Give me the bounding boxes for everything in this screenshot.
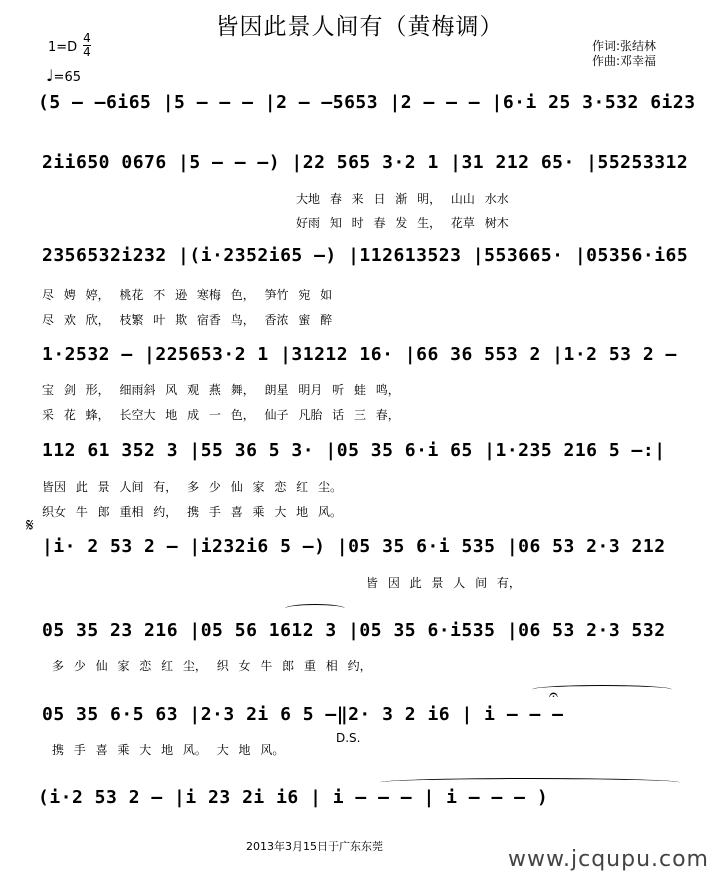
meter-bottom: 4 [83, 45, 91, 59]
key-signature: 1=D [48, 40, 78, 55]
lyric-row-3-verse-2: 尽 欢 欣， 枝繁 叶 欺 宿香 鸟， 香浓 蜜 醉 [42, 313, 333, 327]
lyric-row-2-verse-1: 大地 春 来 日 渐 明， 山山 水水 [296, 192, 509, 206]
page-title: 皆因此景人间有（黄梅调） [215, 14, 504, 40]
date-place-footer: 2013年3月15日于广东东莞 [246, 840, 383, 853]
dal-segno-mark: D.S. [336, 731, 361, 745]
slur-line [532, 685, 672, 694]
score-row-7: 05 35 23 216 |05 56 1612 3 |05 35 6·i535 |06 53 2·3 532 [42, 620, 666, 641]
score-row-1: (5 – –6i65 |5 – – – |2 – –5653 |2 – – – |6·i 25 3·532 6i23 [38, 92, 696, 113]
lyric-row-8: 携 手 喜 乘 大 地 风。 大 地 风。 [52, 743, 285, 757]
score-row-6: |i· 2 53 2 – |i232i6 5 –) |05 35 6·i 535 |06 53 2·3 212 [42, 536, 666, 557]
lyric-row-5-verse-1: 皆因 此 景 人间 有， 多 少 仙 家 恋 红 尘。 [42, 480, 342, 494]
tempo-marking [46, 66, 81, 85]
score-row-2: 2ii650 0676 |5 – – –) |22 565 3·2 1 |31 212 65· |55253312 [42, 152, 689, 173]
tempo-value: =65 [53, 70, 81, 85]
lyricist: 作词:张结林 [592, 39, 657, 53]
quarter-note-icon: ♩ [46, 66, 54, 85]
lyric-row-2-verse-2: 好雨 知 时 春 发 生， 花草 树木 [296, 216, 509, 230]
watermark: www.jcqupu.com [508, 847, 709, 872]
segno-icon: 𝄋 [26, 515, 34, 536]
composer: 作曲:邓幸福 [592, 54, 657, 68]
credits [592, 39, 656, 69]
score-row-9: (i·2 53 2 – |i 23 2i i6 | i – – – | i – – – ) [38, 787, 549, 808]
lyric-row-4-verse-2: 采 花 蜂， 长空大 地 成 一 色， 仙子 凡胎 话 三 春， [42, 408, 400, 422]
lyric-row-7: 多 少 仙 家 恋 红 尘， 织 女 牛 郎 重 相 约， [52, 659, 372, 673]
score-row-3: 2356532i232 |(i·2352i65 –) |112613523 |553665· |05356·i65 [42, 245, 689, 266]
lyric-row-5-verse-2: 织女 牛 郎 重相 约， 携 手 喜 乘 大 地 风。 [42, 505, 342, 519]
lyric-row-3-verse-1: 尽 娉 婷， 桃花 不 逊 寒梅 色， 笋竹 宛 如 [42, 288, 333, 302]
fermata-icon: 𝄐 [549, 685, 558, 704]
lyric-row-4-verse-1: 宝 剑 形， 细雨斜 风 观 燕 舞， 朗星 明月 听 蛙 鸣， [42, 383, 400, 397]
time-signature [83, 33, 91, 58]
score-row-4: 1·2532 – |225653·2 1 |31212 16· |66 36 553 2 |1·2 53 2 – [42, 344, 677, 365]
score-row-5: 112 61 352 3 |55 36 5 3· |05 35 6·i 65 |1·235 216 5 –:| [42, 440, 666, 461]
slur-line [285, 604, 345, 613]
tie-line [380, 778, 680, 787]
lyric-row-6: 皆 因 此 景 人 间 有， [366, 576, 521, 590]
meter-top: 4 [83, 31, 91, 45]
score-row-8: 05 35 6·5 63 |2·3 2i 6 5 –‖2· 3 2 i6 | i – – – [42, 704, 564, 725]
